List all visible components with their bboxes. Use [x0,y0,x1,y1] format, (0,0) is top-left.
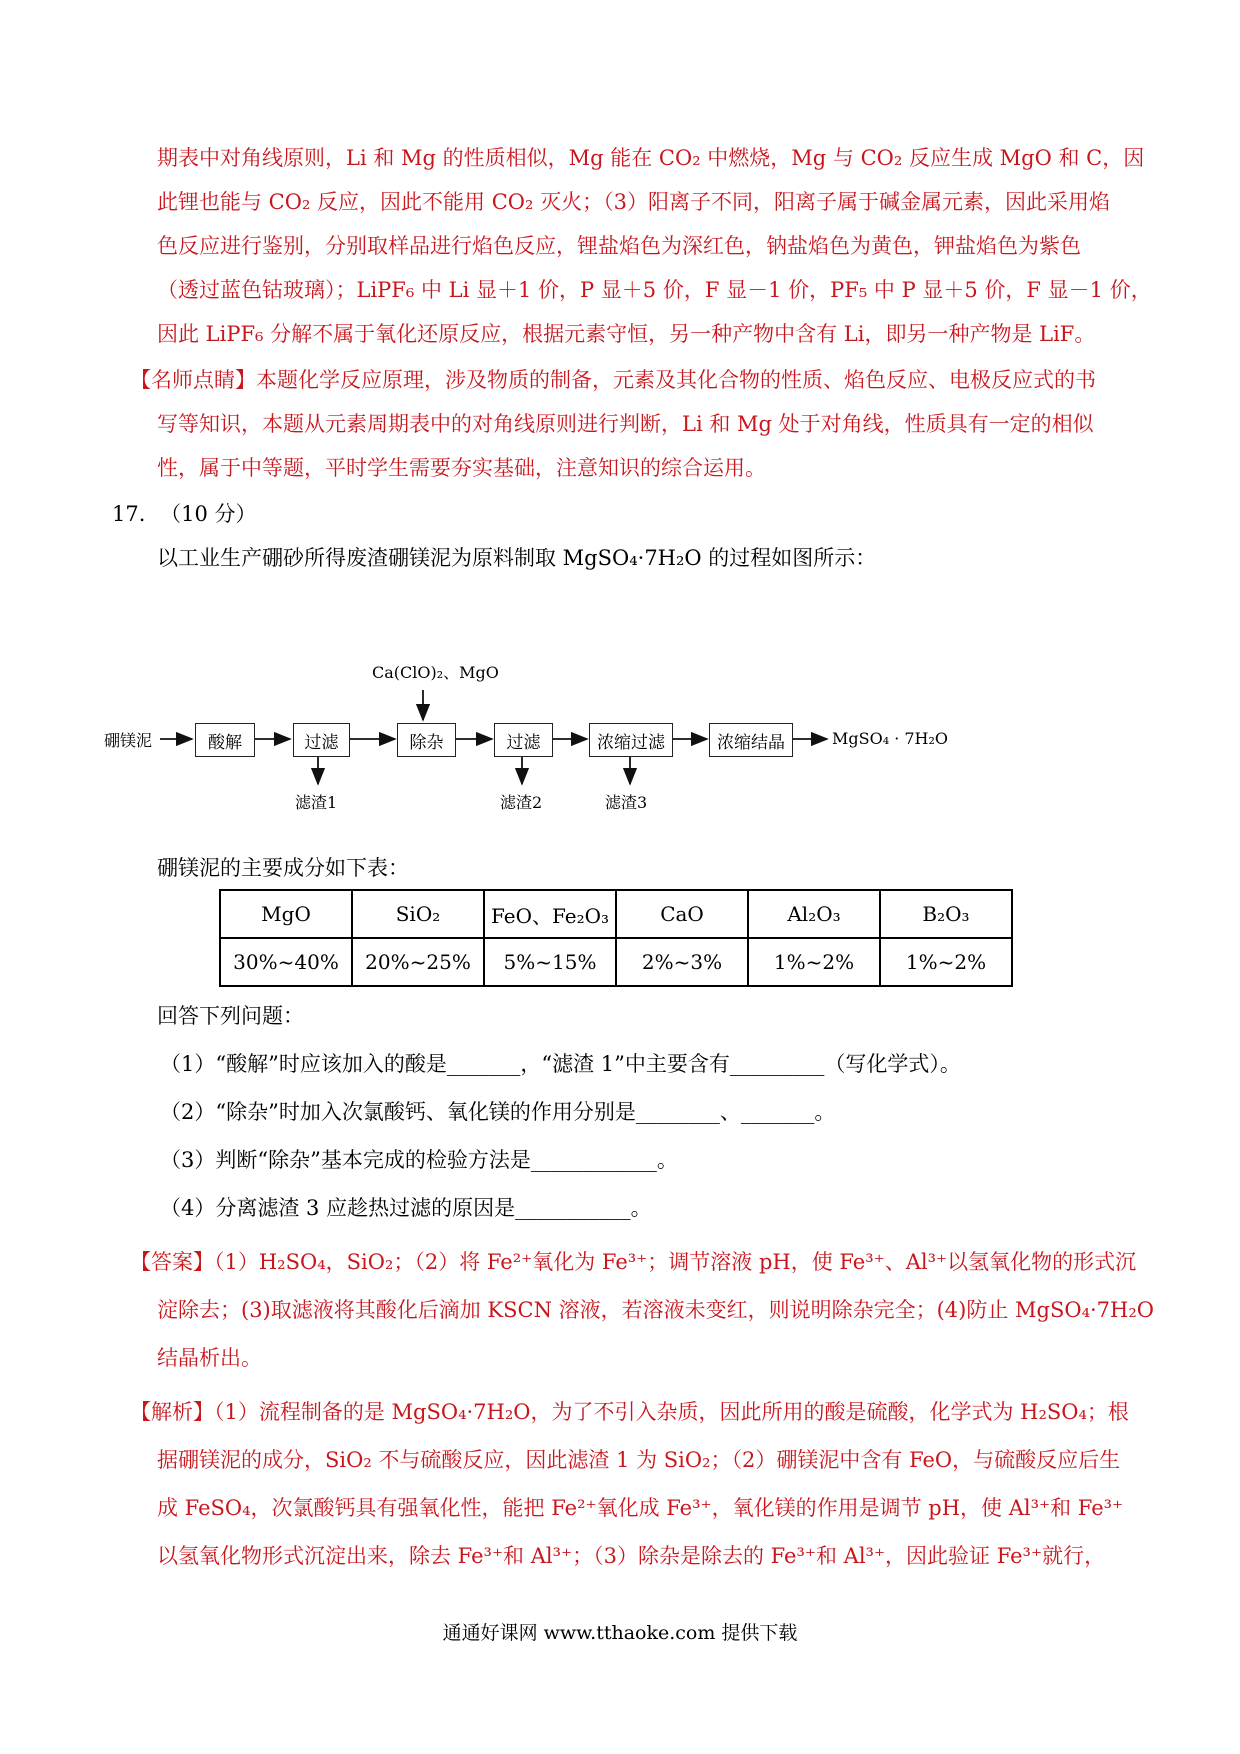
table-header-cell: SiO₂ [352,890,484,938]
subquestion: （4）分离滤渣 3 应趁热过滤的原因是___________。 [160,1196,652,1220]
subquestion: （2）“除杂”时加入次氯酸钙、氧化镁的作用分别是________、_______。 [160,1100,836,1124]
table-cell: 2%~3% [616,938,748,986]
table-cell: 30%~40% [220,938,352,986]
table-cell: 1%~2% [748,938,880,986]
flow-reagent: Ca(ClO)₂、MgO [372,663,499,682]
analysis-line: 期表中对角线原则，Li 和 Mg 的性质相似，Mg 能在 CO₂ 中燃烧，Mg 与 CO₂ 反应生成 MgO 和 C，因 [157,146,1145,170]
question-score: （10 分） [160,502,257,526]
teacher-note [130,364,1096,394]
analysis-line: 以氢氧化物形式沉淀出来，除去 Fe³⁺和 Al³⁺；（3）除杂是除去的 Fe³⁺和 Al³⁺，因此验证 Fe³⁺就行， [157,1544,1106,1568]
composition-table [219,889,1013,987]
analysis-line: 成 FeSO₄，次氯酸钙具有强氧化性，能把 Fe²⁺氧化成 Fe³⁺，氧化镁的作用是调节 pH，使 Al³⁺和 Fe³⁺ [157,1496,1124,1520]
analysis-line: 据硼镁泥的成分，SiO₂ 不与硫酸反应，因此滤渣 1 为 SiO₂；（2）硼镁泥中含有 FeO，与硫酸反应后生 [157,1448,1121,1472]
flow-step-acid-leach: 酸解 [195,723,255,757]
answer [130,1246,1136,1276]
table-header-cell: MgO [220,890,352,938]
table-header-cell: B₂O₃ [880,890,1012,938]
table-header-cell: CaO [616,890,748,938]
flow-residue-3: 滤渣3 [605,793,648,812]
table-cell: 20%~25% [352,938,484,986]
answer-line: 淀除去；(3)取滤液将其酸化后滴加 KSCN 溶液，若溶液未变红，则说明除杂完全；(4)防止 MgSO₄·7H₂O [157,1298,1154,1322]
table-header-cell: Al₂O₃ [748,890,880,938]
analysis-line: （透过蓝色钴玻璃）；LiPF₆ 中 Li 显＋1 价，P 显＋5 价，F 显－1 价，PF₅ 中 P 显＋5 价，F 显－1 价， [157,278,1152,302]
teacher-note-label: 【名师点睛】 [130,368,256,392]
analysis-line: 色反应进行鉴别，分别取样品进行焰色反应，锂盐焰色为深红色，钠盐焰色为黄色，钾盐焰色为紫色 [157,234,1081,258]
subquestion: （1）“酸解”时应该加入的酸是_______，“滤渣 1”中主要含有_________（写化学式）。 [160,1052,961,1076]
analysis [130,1396,1129,1426]
question-header [112,498,257,528]
flow-residue-2: 滤渣2 [500,793,543,812]
analysis-label: 【解析】 [130,1400,214,1424]
teacher-note-line: 本题化学反应原理，涉及物质的制备，元素及其化合物的性质、焰色反应、电极反应式的书 [256,368,1096,392]
analysis-line: （1）流程制备的是 MgSO₄·7H₂O，为了不引入杂质，因此所用的酸是硫酸，化学式为 H₂SO₄；根 [214,1400,1129,1424]
flow-step-concentrate-filter: 浓缩过滤 [589,723,673,757]
flow-step-concentrate-crystallize: 浓缩结晶 [709,723,793,757]
table-header-row [220,890,1012,938]
teacher-note-line: 性，属于中等题，平时学生需要夯实基础，注意知识的综合运用。 [157,456,766,480]
page-footer: 通通好课网 www.tthaoke.com 提供下载 [442,1622,798,1644]
table-row [220,938,1012,986]
table-caption: 硼镁泥的主要成分如下表： [157,856,409,880]
table-cell: 5%~15% [484,938,616,986]
subquestion: （3）判断“除杂”基本完成的检验方法是____________。 [160,1148,678,1172]
flow-start-material: 硼镁泥 [104,731,153,750]
question-number: 17. [112,502,146,526]
answer-line: 结晶析出。 [157,1346,262,1370]
answer-line: （1）H₂SO₄，SiO₂；（2）将 Fe²⁺氧化为 Fe³⁺；调节溶液 pH，使 Fe³⁺、Al³⁺以氢氧化物的形式沉 [214,1250,1137,1274]
flow-step-filter-1: 过滤 [293,723,350,757]
process-flowchart [104,650,1120,820]
flow-step-purify: 除杂 [397,723,456,757]
flow-step-filter-2: 过滤 [494,723,553,757]
answer-label: 【答案】 [130,1250,214,1274]
teacher-note-line: 写等知识，本题从元素周期表中的对角线原则进行判断，Li 和 Mg 处于对角线，性质具有一定的相似 [157,412,1094,436]
question-intro: 以工业生产硼砂所得废渣硼镁泥为原料制取 MgSO₄·7H₂O 的过程如图所示： [157,546,877,570]
table-cell: 1%~2% [880,938,1012,986]
analysis-line: 因此 LiPF₆ 分解不属于氧化还原反应，根据元素守恒，另一种产物中含有 Li，即另一种产物是 LiF。 [157,322,1096,346]
question-prompt: 回答下列问题： [157,1004,304,1028]
analysis-line: 此锂也能与 CO₂ 反应，因此不能用 CO₂ 灭火；（3）阳离子不同，阳离子属于碱金属元素，因此采用焰 [157,190,1110,214]
table-header-cell: FeO、Fe₂O₃ [484,890,616,938]
flow-product: MgSO₄ · 7H₂O [832,729,949,748]
flow-residue-1: 滤渣1 [295,793,338,812]
